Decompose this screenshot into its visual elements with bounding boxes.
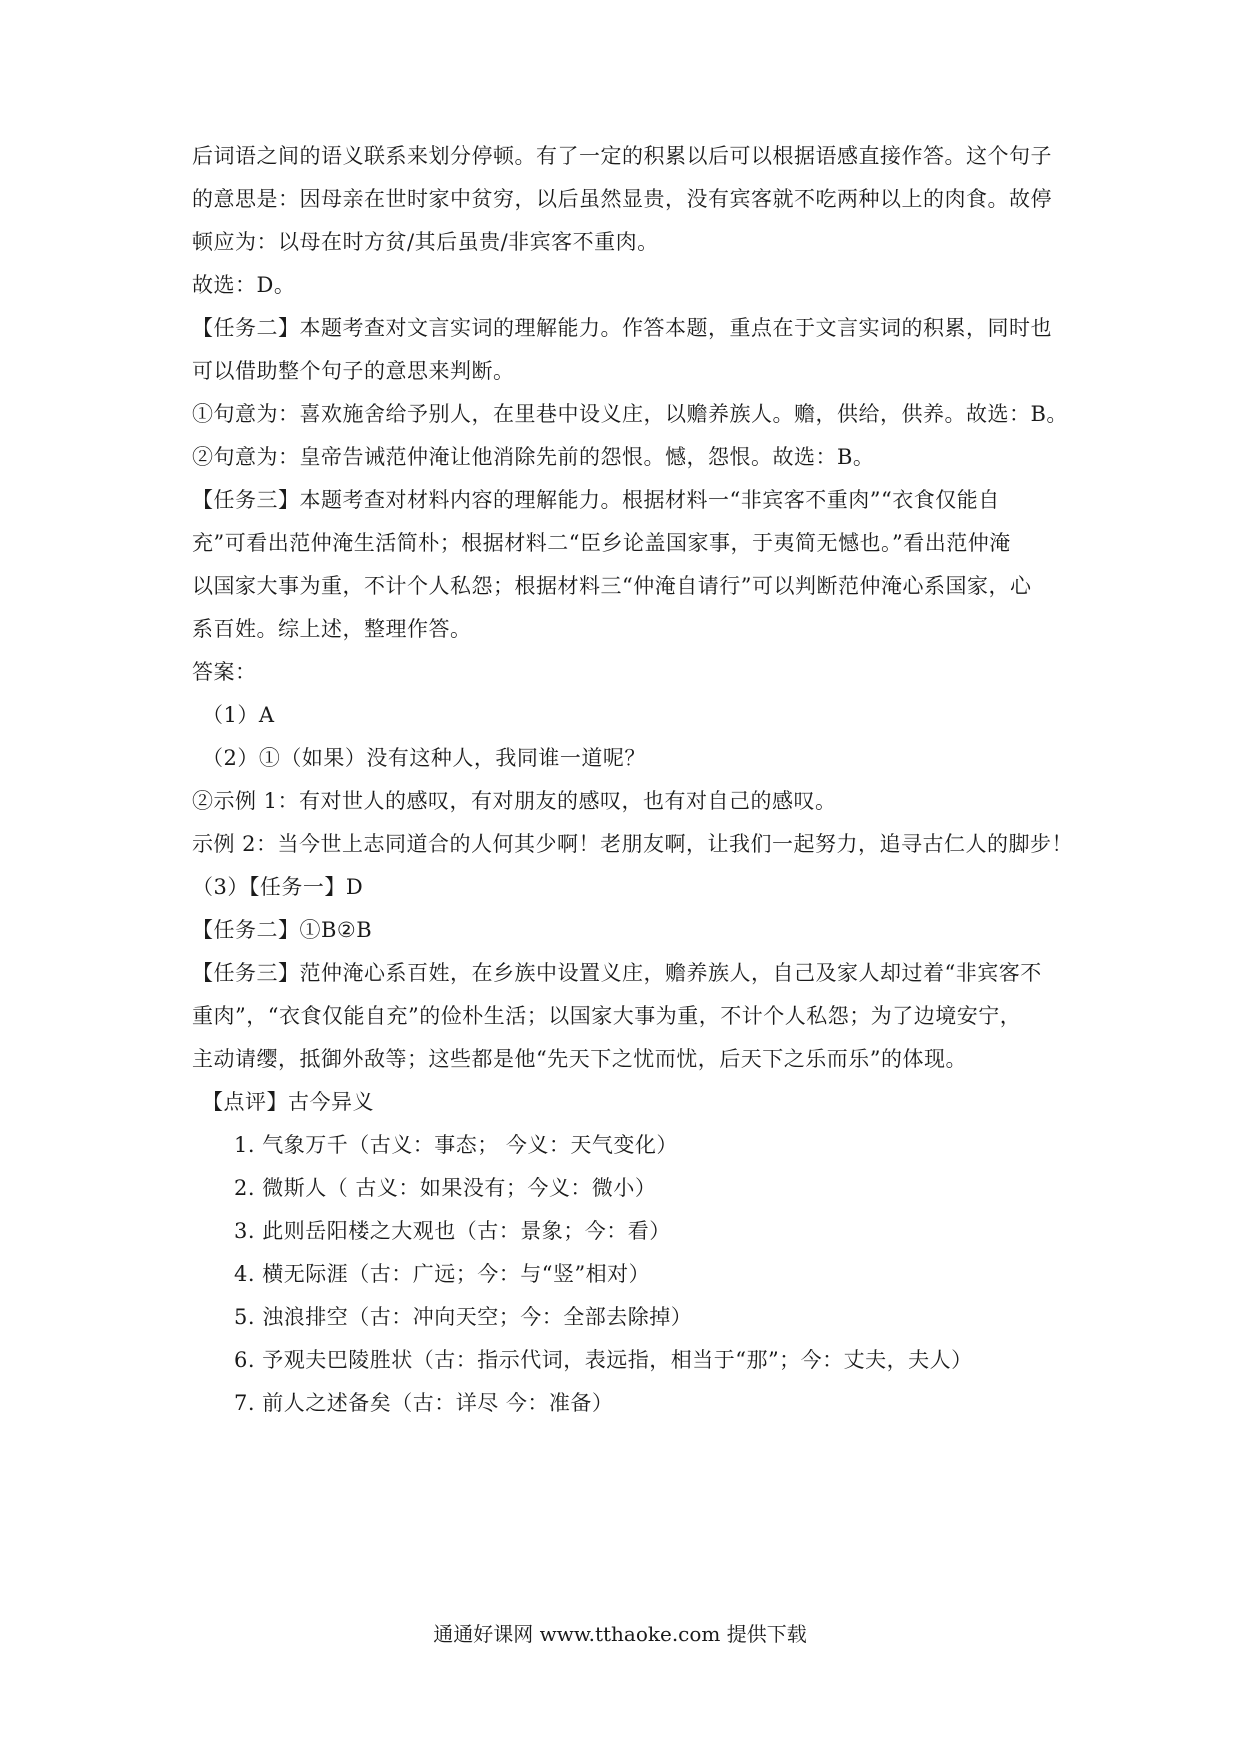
text-line: ②示例 1：有对世人的感叹，有对朋友的感叹，也有对自己的感叹。 [192, 789, 837, 813]
text-line: 顿应为：以母在时方贫/其后虽贵/非宾客不重肉。 [192, 230, 659, 254]
list-item: 2. 微斯人（ 古义：如果没有；今义：微小） [234, 1176, 657, 1200]
list-item: 1. 气象万千（古义：事态； 今义：天气变化） [234, 1133, 678, 1157]
text-line: 以国家大事为重，不计个人私怨；根据材料三“仲淹自请行”可以判断范仲淹心系国家，心 [192, 574, 1032, 598]
page-footer: 通通好课网 www.tthaoke.com 提供下载 [433, 1622, 807, 1646]
list-item: 5. 浊浪排空（古：冲向天空；今：全部去除掉） [234, 1305, 693, 1329]
text-line: 可以借助整个句子的意思来判断。 [192, 359, 515, 383]
answer-item: （3）【任务一】D [192, 875, 364, 899]
text-line: 【任务二】①B②B [192, 918, 373, 942]
section-heading: 【点评】古今异义 [202, 1090, 374, 1114]
text-line: 故选：D。 [192, 273, 296, 297]
list-item: 6. 予观夫巴陵胜状（古：指示代词，表远指，相当于“那”；今：丈夫，夫人） [234, 1348, 973, 1372]
text-line: 重肉”，“衣食仅能自充”的俭朴生活；以国家大事为重，不计个人私怨；为了边境安宁， [192, 1004, 1022, 1028]
list-item: 3. 此则岳阳楼之大观也（古：景象；今：看） [234, 1219, 671, 1243]
text-line: 系百姓。综上述，整理作答。 [192, 617, 472, 641]
text-line: 主动请缨，抵御外敌等；这些都是他“先天下之忧而忧，后天下之乐而乐”的体现。 [192, 1047, 967, 1071]
text-line: ②句意为：皇帝告诫范仲淹让他消除先前的怨恨。憾，怨恨。故选：B。 [192, 445, 875, 469]
text-line: 【任务三】范仲淹心系百姓，在乡族中设置义庄，赡养族人，自己及家人却过着“非宾客不 [192, 961, 1042, 985]
text-line: 后词语之间的语义联系来划分停顿。有了一定的积累以后可以根据语感直接作答。这个句子 [192, 144, 1052, 168]
text-line: 充”可看出范仲淹生活简朴；根据材料二“臣乡论盖国家事，于夷简无憾也。”看出范仲淹 [192, 531, 1011, 555]
text-line: ①句意为：喜欢施舍给予别人，在里巷中设义庄，以赡养族人。赡，供给，供养。故选：B。 [192, 402, 1068, 426]
list-item: 4. 横无际涯（古：广远；今：与“竖”相对） [234, 1262, 651, 1286]
answer-item: （2）①（如果）没有这种人，我同谁一道呢？ [202, 746, 646, 770]
text-line: 答案： [192, 660, 257, 684]
text-line: 【任务二】本题考查对文言实词的理解能力。作答本题，重点在于文言实词的积累，同时也 [192, 316, 1052, 340]
text-line: 示例 2：当今世上志同道合的人何其少啊！老朋友啊，让我们一起努力，追寻古仁人的脚步！ [192, 832, 1074, 856]
list-item: 7. 前人之述备矣（古：详尽 今：准备） [234, 1391, 614, 1415]
text-line: 【任务三】本题考查对材料内容的理解能力。根据材料一“非宾客不重肉”“衣食仅能自 [192, 488, 1000, 512]
text-line: 的意思是：因母亲在世时家中贫穷，以后虽然显贵，没有宾客就不吃两种以上的肉食。故停 [192, 187, 1052, 211]
answer-item: （1）A [202, 703, 275, 727]
